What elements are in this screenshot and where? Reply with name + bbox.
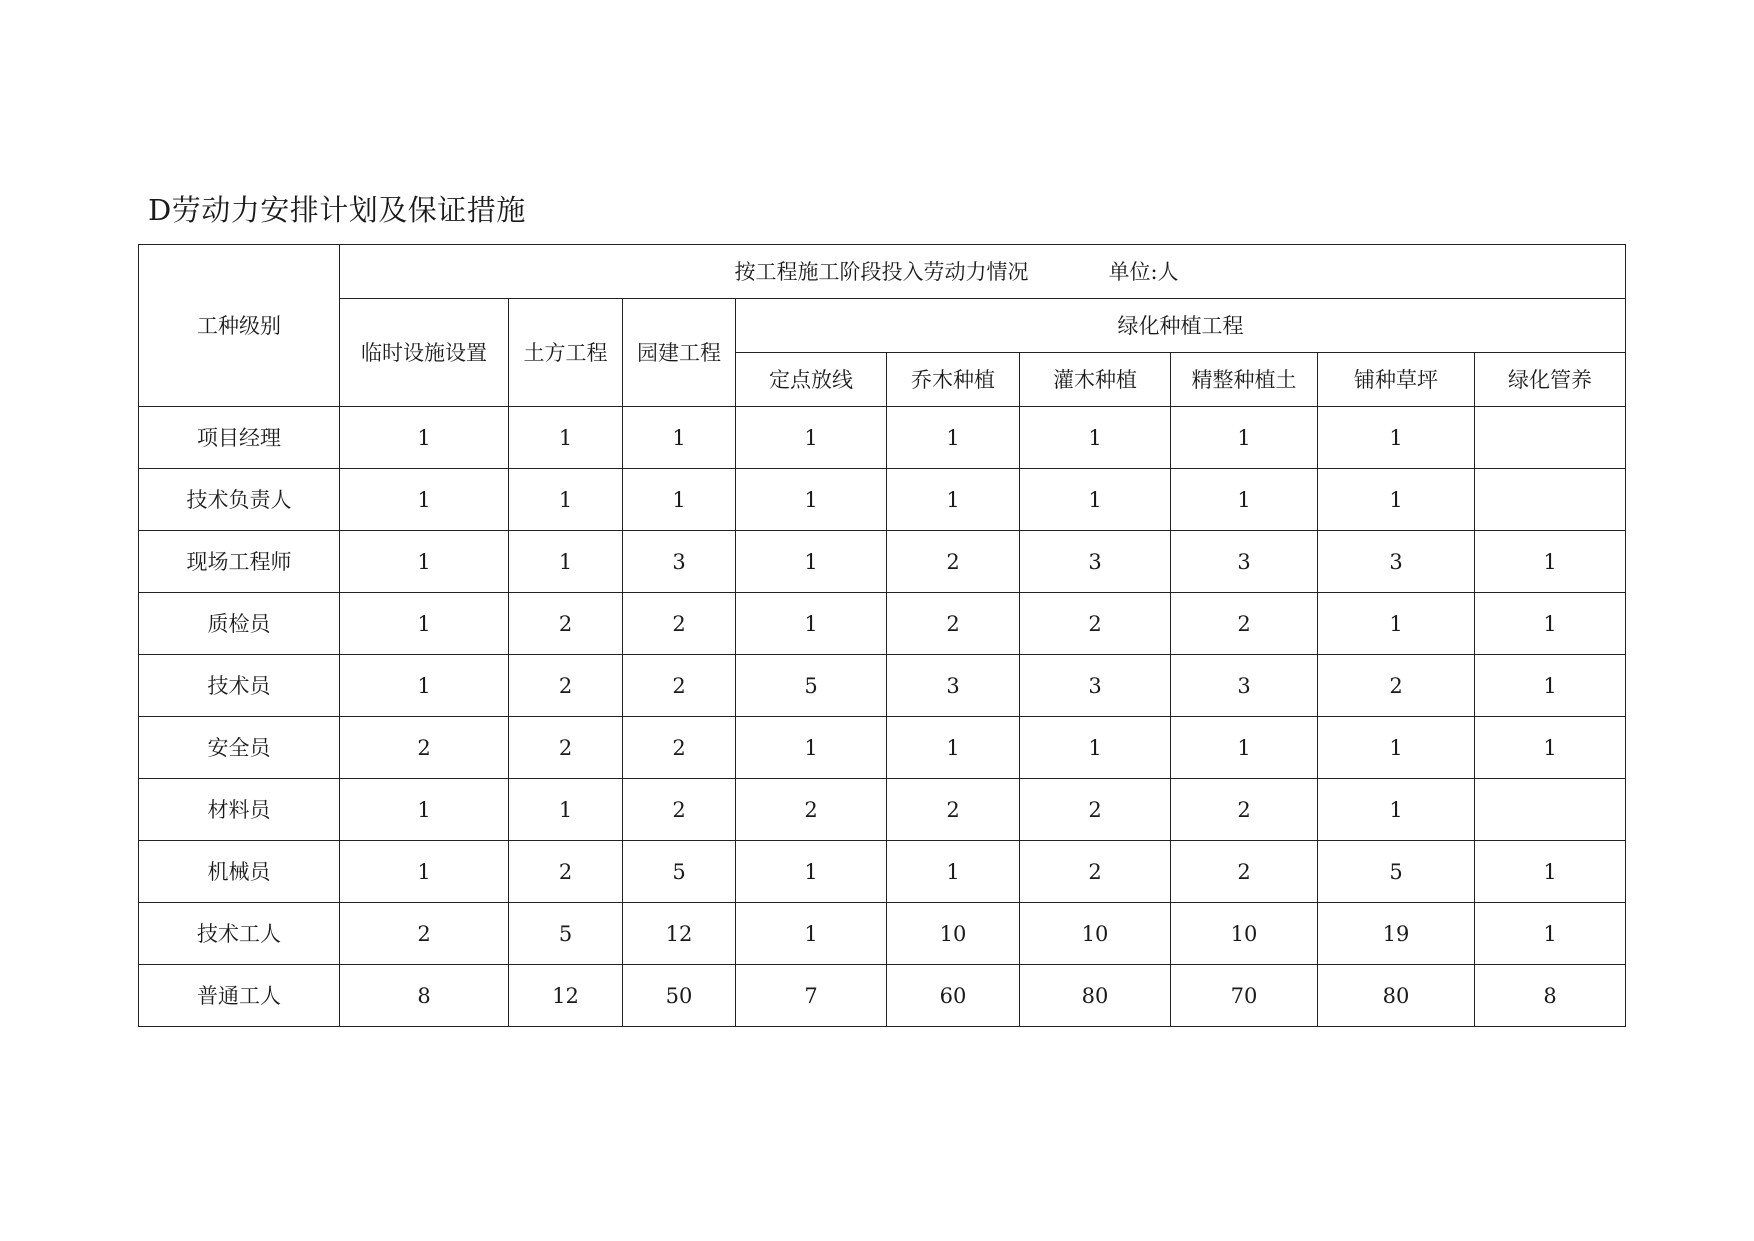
table-cell bbox=[736, 779, 887, 841]
cell-value: 2 bbox=[1088, 859, 1102, 884]
table-cell bbox=[1318, 531, 1475, 593]
green-group-label: 绿化种植工程 bbox=[1117, 313, 1244, 338]
cell-value: 3 bbox=[946, 673, 960, 698]
cell-value: 1 bbox=[417, 549, 431, 574]
cell-value: 1 bbox=[1543, 735, 1557, 760]
table-cell bbox=[340, 407, 509, 469]
cell-value: 2 bbox=[1088, 611, 1102, 636]
cell-value: 1 bbox=[1543, 859, 1557, 884]
cell-value: 1 bbox=[804, 425, 818, 450]
table-cell bbox=[736, 531, 887, 593]
column-header-label: 乔木种植 bbox=[911, 367, 995, 392]
column-header bbox=[1020, 353, 1171, 407]
row-label: 现场工程师 bbox=[186, 549, 292, 574]
table-cell bbox=[340, 717, 509, 779]
table-cell bbox=[736, 903, 887, 965]
cell-value: 60 bbox=[939, 983, 967, 1008]
cell-value: 1 bbox=[417, 611, 431, 636]
cell-value: 1 bbox=[558, 425, 573, 450]
column-header-label: 临时设施设置 bbox=[361, 340, 487, 365]
table-cell bbox=[340, 779, 509, 841]
cell-value: 2 bbox=[558, 859, 573, 884]
table-cell bbox=[736, 965, 887, 1027]
cell-value: 2 bbox=[1237, 859, 1251, 884]
table-cell bbox=[887, 903, 1020, 965]
cell-value: 1 bbox=[804, 549, 818, 574]
cell-value: 1 bbox=[804, 859, 818, 884]
table-cell bbox=[509, 655, 623, 717]
table-cell bbox=[1171, 655, 1318, 717]
cell-value: 80 bbox=[1382, 983, 1410, 1008]
table-header-row bbox=[139, 245, 1626, 299]
table-cell bbox=[1475, 903, 1626, 965]
table-cell bbox=[623, 655, 736, 717]
row-label: 技术工人 bbox=[197, 921, 281, 946]
table-cell bbox=[1171, 593, 1318, 655]
cell-value: 1 bbox=[558, 797, 573, 822]
cell-value: 3 bbox=[672, 549, 686, 574]
cell-value: 2 bbox=[672, 735, 686, 760]
table-cell bbox=[623, 407, 736, 469]
table-cell bbox=[887, 841, 1020, 903]
column-header bbox=[1475, 353, 1626, 407]
table-row bbox=[139, 903, 1626, 965]
table-cell bbox=[1318, 407, 1475, 469]
cell-value: 1 bbox=[946, 735, 960, 760]
column-header-label: 绿化管养 bbox=[1508, 367, 1592, 392]
table-row bbox=[139, 655, 1626, 717]
table-cell bbox=[509, 469, 623, 531]
cell-value: 2 bbox=[672, 673, 686, 698]
page-title: D劳动力安排计划及保证措施 bbox=[148, 193, 526, 227]
group-header-cell bbox=[340, 245, 1626, 299]
row-label-cell bbox=[139, 469, 340, 531]
column-header bbox=[887, 353, 1020, 407]
row-label-cell bbox=[139, 655, 340, 717]
table-cell bbox=[1475, 779, 1626, 841]
unit-label: 单位:人 bbox=[1108, 259, 1179, 284]
table-cell bbox=[623, 469, 736, 531]
table-cell bbox=[1020, 469, 1171, 531]
column-header bbox=[509, 299, 623, 407]
cell-value: 50 bbox=[665, 983, 693, 1008]
cell-value: 2 bbox=[417, 921, 431, 946]
table-row bbox=[139, 965, 1626, 1027]
table-cell bbox=[736, 717, 887, 779]
row-label: 项目经理 bbox=[197, 425, 281, 450]
table-cell bbox=[887, 407, 1020, 469]
table-cell bbox=[623, 717, 736, 779]
column-header-label: 灌木种植 bbox=[1053, 367, 1137, 392]
table-cell bbox=[887, 779, 1020, 841]
table-cell bbox=[1475, 965, 1626, 1027]
table-cell bbox=[509, 407, 623, 469]
cell-value: 3 bbox=[1237, 549, 1251, 574]
column-header-label: 定点放线 bbox=[769, 367, 853, 392]
table-cell bbox=[509, 965, 623, 1027]
table-cell bbox=[1318, 841, 1475, 903]
table-cell bbox=[887, 531, 1020, 593]
table-cell bbox=[623, 841, 736, 903]
cell-value: 1 bbox=[1543, 921, 1557, 946]
cell-value: 1 bbox=[1088, 425, 1102, 450]
cell-value: 1 bbox=[1237, 487, 1251, 512]
cell-value: 2 bbox=[672, 797, 686, 822]
table-cell bbox=[340, 965, 509, 1027]
table-cell bbox=[509, 841, 623, 903]
cell-value: 1 bbox=[804, 921, 818, 946]
cell-value: 70 bbox=[1230, 983, 1258, 1008]
table-cell bbox=[1318, 593, 1475, 655]
cell-value: 2 bbox=[1389, 673, 1403, 698]
column-header-label: 铺种草坪 bbox=[1354, 367, 1438, 392]
table-cell bbox=[623, 593, 736, 655]
table-cell bbox=[1171, 903, 1318, 965]
cell-value: 2 bbox=[417, 735, 431, 760]
cell-value: 1 bbox=[946, 425, 960, 450]
table-cell bbox=[1171, 965, 1318, 1027]
table-cell bbox=[340, 841, 509, 903]
cell-value: 1 bbox=[417, 425, 431, 450]
table-cell bbox=[887, 469, 1020, 531]
row-label-cell bbox=[139, 717, 340, 779]
row-label-cell bbox=[139, 965, 340, 1027]
row-label: 机械员 bbox=[207, 859, 271, 884]
column-header-label: 园建工程 bbox=[637, 340, 721, 365]
table-cell bbox=[509, 531, 623, 593]
cell-value: 1 bbox=[417, 673, 431, 698]
cell-value: 2 bbox=[946, 797, 960, 822]
cell-value: 2 bbox=[672, 611, 686, 636]
cell-value: 1 bbox=[946, 487, 960, 512]
cell-value: 1 bbox=[946, 859, 960, 884]
cell-value: 8 bbox=[417, 983, 431, 1008]
cell-value: 5 bbox=[672, 859, 686, 884]
cell-value: 1 bbox=[1389, 487, 1403, 512]
table-row bbox=[139, 841, 1626, 903]
row-label: 技术员 bbox=[207, 673, 271, 698]
table-cell bbox=[623, 965, 736, 1027]
table-body bbox=[139, 407, 1626, 1027]
cell-value: 12 bbox=[552, 983, 579, 1008]
row-label-cell bbox=[139, 407, 340, 469]
cell-value: 2 bbox=[558, 673, 573, 698]
table-cell bbox=[887, 965, 1020, 1027]
cell-value: 1 bbox=[804, 487, 818, 512]
table-cell bbox=[887, 655, 1020, 717]
cell-value: 10 bbox=[1081, 921, 1109, 946]
table-cell bbox=[509, 717, 623, 779]
table-cell bbox=[1318, 469, 1475, 531]
cell-value: 1 bbox=[417, 797, 431, 822]
group-header-label: 按工程施工阶段投入劳动力情况 bbox=[734, 259, 1029, 284]
table-cell bbox=[1475, 469, 1626, 531]
table-cell bbox=[1318, 903, 1475, 965]
table-cell bbox=[736, 593, 887, 655]
table-cell bbox=[736, 407, 887, 469]
table-row bbox=[139, 407, 1626, 469]
cell-value: 3 bbox=[1088, 673, 1102, 698]
table-cell bbox=[887, 717, 1020, 779]
table-row bbox=[139, 531, 1626, 593]
cell-value: 2 bbox=[804, 797, 818, 822]
table-row bbox=[139, 779, 1626, 841]
table-cell bbox=[509, 593, 623, 655]
table-row bbox=[139, 593, 1626, 655]
table-cell bbox=[736, 469, 887, 531]
row-label-cell bbox=[139, 841, 340, 903]
cell-value: 1 bbox=[672, 487, 686, 512]
table-cell bbox=[340, 655, 509, 717]
table-row bbox=[139, 469, 1626, 531]
row-label: 安全员 bbox=[207, 735, 271, 760]
row-label: 材料员 bbox=[207, 797, 271, 822]
table-cell bbox=[340, 531, 509, 593]
green-group-header bbox=[736, 299, 1626, 353]
table-cell bbox=[1171, 841, 1318, 903]
cell-value: 19 bbox=[1382, 921, 1410, 946]
cell-value: 1 bbox=[1389, 425, 1403, 450]
cell-value: 1 bbox=[417, 487, 431, 512]
table-cell bbox=[1475, 531, 1626, 593]
table-cell bbox=[1020, 655, 1171, 717]
table-cell bbox=[1318, 965, 1475, 1027]
column-header bbox=[1171, 353, 1318, 407]
cell-value: 12 bbox=[665, 921, 693, 946]
cell-value: 1 bbox=[417, 859, 431, 884]
table-cell bbox=[1020, 407, 1171, 469]
cell-value: 2 bbox=[558, 735, 573, 760]
cell-value: 10 bbox=[939, 921, 967, 946]
table-cell bbox=[1020, 717, 1171, 779]
table-cell bbox=[1475, 717, 1626, 779]
table-cell bbox=[1171, 469, 1318, 531]
table-cell bbox=[1020, 965, 1171, 1027]
table-header-row bbox=[139, 299, 1626, 353]
column-header-label: 土方工程 bbox=[523, 340, 608, 365]
column-header bbox=[736, 353, 887, 407]
cell-value: 1 bbox=[1237, 425, 1251, 450]
table-cell bbox=[1020, 779, 1171, 841]
cell-value: 1 bbox=[672, 425, 686, 450]
row-label: 技术负责人 bbox=[186, 487, 292, 512]
row-label-cell bbox=[139, 779, 340, 841]
table-cell bbox=[623, 779, 736, 841]
cell-value: 1 bbox=[1543, 611, 1557, 636]
table-cell bbox=[1475, 655, 1626, 717]
cell-value: 3 bbox=[1237, 673, 1251, 698]
cell-value: 10 bbox=[1230, 921, 1258, 946]
table-row bbox=[139, 717, 1626, 779]
cell-value: 1 bbox=[804, 611, 818, 636]
cell-value: 2 bbox=[1237, 611, 1251, 636]
cell-value: 2 bbox=[946, 611, 960, 636]
table-cell bbox=[1171, 779, 1318, 841]
table-cell bbox=[1318, 779, 1475, 841]
table-cell bbox=[1171, 531, 1318, 593]
table-cell bbox=[623, 531, 736, 593]
cell-value: 2 bbox=[1237, 797, 1251, 822]
table-cell bbox=[1318, 717, 1475, 779]
table-cell bbox=[736, 655, 887, 717]
cell-value: 1 bbox=[804, 735, 818, 760]
table-cell bbox=[509, 903, 623, 965]
cell-value: 1 bbox=[1237, 735, 1251, 760]
cell-value: 1 bbox=[1389, 735, 1403, 760]
cell-value: 2 bbox=[1088, 797, 1102, 822]
row-header-label-cell bbox=[139, 245, 340, 407]
cell-value: 2 bbox=[558, 611, 573, 636]
table-cell bbox=[1020, 593, 1171, 655]
row-label: 质检员 bbox=[207, 611, 271, 636]
column-header bbox=[1318, 353, 1475, 407]
column-header-label: 精整种植土 bbox=[1191, 367, 1297, 392]
row-label-cell bbox=[139, 593, 340, 655]
table-cell bbox=[736, 841, 887, 903]
cell-value: 7 bbox=[804, 983, 818, 1008]
cell-value: 1 bbox=[1543, 673, 1557, 698]
cell-value: 1 bbox=[558, 487, 573, 512]
table-cell bbox=[1020, 903, 1171, 965]
cell-value: 1 bbox=[1543, 549, 1557, 574]
column-header bbox=[623, 299, 736, 407]
table-cell bbox=[1171, 407, 1318, 469]
table-cell bbox=[340, 469, 509, 531]
table-cell bbox=[1020, 531, 1171, 593]
cell-value: 5 bbox=[804, 673, 818, 698]
cell-value: 1 bbox=[1088, 735, 1102, 760]
table-cell bbox=[1318, 655, 1475, 717]
cell-value: 1 bbox=[1088, 487, 1102, 512]
table-cell bbox=[340, 593, 509, 655]
row-label-cell bbox=[139, 531, 340, 593]
table-cell bbox=[1020, 841, 1171, 903]
cell-value: 1 bbox=[1389, 797, 1403, 822]
table-cell bbox=[340, 903, 509, 965]
cell-value: 5 bbox=[558, 921, 573, 946]
cell-value: 1 bbox=[558, 549, 573, 574]
cell-value: 1 bbox=[1389, 611, 1403, 636]
row-header-label: 工种级别 bbox=[197, 313, 281, 338]
table-cell bbox=[887, 593, 1020, 655]
column-header bbox=[340, 299, 509, 407]
table-cell bbox=[623, 903, 736, 965]
table-cell bbox=[1475, 593, 1626, 655]
table-cell bbox=[1171, 717, 1318, 779]
row-label: 普通工人 bbox=[197, 983, 281, 1008]
cell-value: 3 bbox=[1389, 549, 1403, 574]
cell-value: 2 bbox=[946, 549, 960, 574]
cell-value: 5 bbox=[1389, 859, 1403, 884]
table-cell bbox=[1475, 407, 1626, 469]
cell-value: 8 bbox=[1543, 983, 1557, 1008]
row-label-cell bbox=[139, 903, 340, 965]
labor-plan-table bbox=[138, 244, 1626, 1027]
cell-value: 80 bbox=[1081, 983, 1109, 1008]
table-cell bbox=[509, 779, 623, 841]
cell-value: 3 bbox=[1088, 549, 1102, 574]
table-cell bbox=[1475, 841, 1626, 903]
